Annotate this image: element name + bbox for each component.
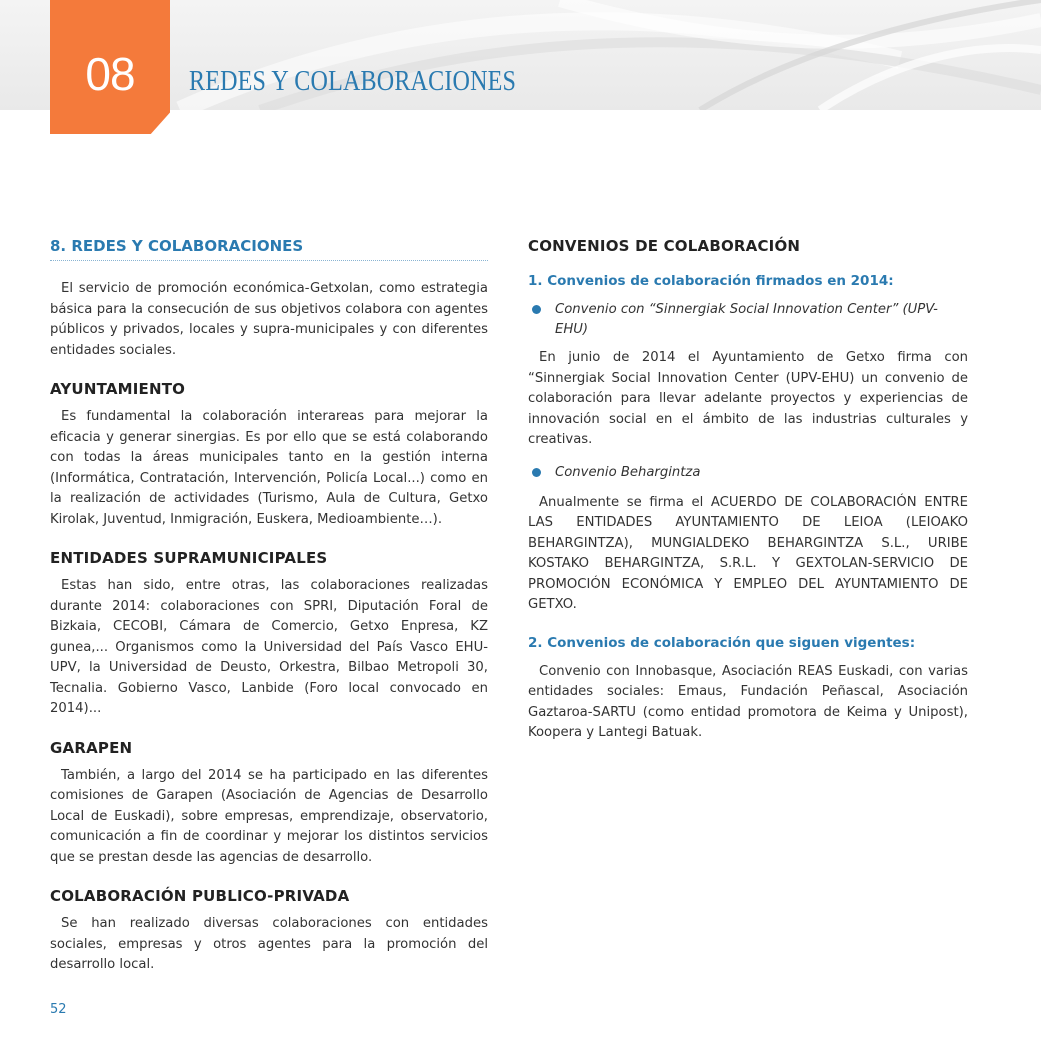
- paragraph-sinnergiak: En junio de 2014 el Ayuntamiento de Getxo firma con “Sinnergiak Social Innovation Center (UPV-EHU) un convenio de colaboración para llevar adelante proyectos y experiencias de innovación social en el ámbito de las industrias culturales y creativas.: [528, 350, 968, 447]
- bullet-text-sinnergiak: Convenio con “Sinnergiak Social Innovation Center” (UPV-EHU): [555, 302, 938, 337]
- bullet-item-behargintza: [528, 463, 968, 483]
- intro-paragraph: El servicio de promoción económica-Getxolan, como estrategia básica para la consecución de sus objetivos colabora con agentes públicos y privados, locales y supra-municipales y con diferentes entidades sociales.: [50, 281, 488, 358]
- left-column: [50, 236, 488, 976]
- convenios-title: CONVENIOS DE COLABORACIÓN: [528, 237, 801, 255]
- right-column: [528, 236, 968, 744]
- section-text-supramunicipales: Estas han sido, entre otras, las colaboraciones realizadas durante 2014: colaboraciones con SPRI, Diputación Foral de Bizkaia, CECOBI, Cámara de Comercio, Getxo Enpresa, KZ gunea,... Organismos como la Universidad del País Vasco EHU-UPV, la Universidad de Deusto, Orkestra, Bilbao Metropoli 30, Tecnalia. Gobierno Vasco, Lanbide (Foro local convocado en 2014)...: [50, 578, 488, 716]
- chapter-number: 08: [85, 48, 135, 100]
- section-title-publico-privada: COLABORACIÓN PUBLICO-PRIVADA: [50, 887, 350, 905]
- section-text-ayuntamiento: Es fundamental la colaboración interareas para mejorar la eficacia y generar sinergias. Es por ello que se está colaborando con todas la áreas municipales tanto en la gestión interna (Informática, Contratación, Intervención, Policía Local...) como en la realización de actividades (Turismo, Aula de Cultura, Getxo Kirolak, Juventud, Inmigración, Euskera, Medioambiente…).: [50, 409, 488, 527]
- page-number: 52: [50, 1002, 67, 1017]
- main-section-title: 8. REDES Y COLABORACIONES: [50, 237, 304, 255]
- bullet-item-sinnergiak: [528, 300, 968, 340]
- dotted-divider: [50, 260, 488, 261]
- chapter-title: REDES Y COLABORACIONES: [189, 66, 517, 97]
- bullet-text-behargintza: Convenio Behargintza: [555, 464, 701, 480]
- paragraph-behargintza: Anualmente se firma el ACUERDO DE COLABORACIÓN ENTRE LAS ENTIDADES AYUNTAMIENTO DE LEIOA (LEIOAKO BEHARGINTZA), MUNGIALDEKO BEHARGINTZA S.L., URIBE KOSTAKO BEHARGINTZA, S.R.L. Y GEXTOLAN-SERVICIO DE PROMOCIÓN ECONÓMICA Y EMPLEO DEL AYUNTAMIENTO DE GETXO.: [528, 494, 968, 612]
- section-text-publico-privada: Se han realizado diversas colaboraciones con entidades sociales, empresas y otros agentes para la promoción del desarrollo local.: [50, 916, 488, 972]
- convenios-2014-subtitle: 1. Convenios de colaboración firmados en 2014:: [528, 273, 894, 289]
- section-text-garapen: También, a largo del 2014 se ha participado en las diferentes comisiones de Garapen (Asociación de Agencias de Desarrollo Local de Euskadi), sobre empresas, emprendizaje, observatorio, comunicación a fin de coordinar y mejorar los distintos servicios que se prestan desde las agencias de desarrollo.: [50, 767, 488, 865]
- section-title-supramunicipales: ENTIDADES SUPRAMUNICIPALES: [50, 549, 328, 567]
- section-title-ayuntamiento: AYUNTAMIENTO: [50, 380, 186, 398]
- bullet-dot-icon: [532, 468, 541, 477]
- section-title-garapen: GARAPEN: [50, 738, 133, 757]
- bullet-dot-icon: [532, 305, 541, 314]
- paragraph-vigentes: Convenio con Innobasque, Asociación REAS Euskadi, con varias entidades sociales: Emaus, Fundación Peñascal, Asociación Gaztaroa-SARTU (como entidad promotora de Keima y Unipost), Koopera y Lantegi Batuak.: [528, 663, 968, 740]
- convenios-vigentes-subtitle: 2. Convenios de colaboración que siguen vigentes:: [528, 634, 916, 651]
